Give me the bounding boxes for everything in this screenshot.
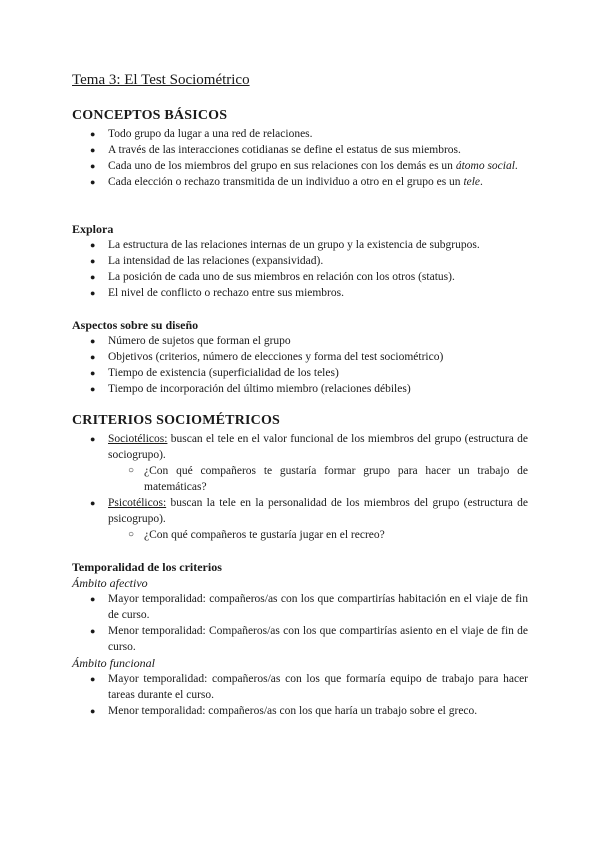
- subheading-afectivo: Ámbito afectivo: [72, 576, 148, 590]
- list-item: ● La intensidad de las relaciones (expansividad).: [90, 255, 324, 267]
- bullet-icon: ●: [90, 434, 96, 444]
- bullet-icon: ●: [90, 288, 96, 298]
- subheading-funcional: Ámbito funcional: [72, 656, 155, 670]
- bullet-icon: ●: [90, 272, 96, 282]
- bullet-icon: ●: [90, 129, 96, 139]
- list-item: ○ ¿Con qué compañeros te gustaría jugar en el recreo?: [128, 529, 385, 541]
- bullet-icon: ●: [90, 674, 96, 684]
- heading-explora: Explora: [72, 222, 114, 236]
- list-item: ● Sociotélicos: buscan el tele en el valor funcional de los miembros del grupo (estructura de sociogrupo).: [90, 433, 528, 461]
- heading-criterios: CRITERIOS SOCIOMÉTRICOS: [72, 413, 281, 428]
- list-item: ● Cada elección o rechazo transmitida de un individuo a otro en el grupo es un tele.: [90, 176, 483, 188]
- list-item: ● La estructura de las relaciones internas de un grupo y la existencia de subgrupos.: [90, 239, 480, 251]
- heading-aspectos: Aspectos sobre su diseño: [72, 318, 199, 332]
- bullet-icon: ●: [90, 498, 96, 508]
- list-item: ● Tiempo de incorporación del último miembro (relaciones débiles): [90, 383, 411, 395]
- list-funcional: [72, 671, 528, 719]
- bullet-icon: ●: [90, 256, 96, 266]
- list-item: ● El nivel de conflicto o rechazo entre sus miembros.: [90, 287, 344, 299]
- list-item: ● La posición de cada uno de sus miembros en relación con los otros (status).: [90, 271, 455, 283]
- list-conceptos: [72, 126, 528, 190]
- bullet-icon: ●: [90, 626, 96, 636]
- list-aspectos: [72, 333, 528, 397]
- list-item: ○ ¿Con qué compañeros te gustaría formar grupo para hacer un trabajo de matemáticas?: [128, 465, 528, 493]
- list-item: ● Mayor temporalidad: compañeros/as con los que formaría equipo de trabajo para hacer tareas durante el curso.: [90, 673, 528, 701]
- list-item: ● Objetivos (criterios, número de elecciones y forma del test sociométrico): [90, 351, 444, 363]
- list-item: ● Número de sujetos que forman el grupo: [90, 335, 291, 347]
- bullet-icon: ●: [90, 384, 96, 394]
- list-item: ● Mayor temporalidad: compañeros/as con los que compartirías habitación en el viaje de fin de curso.: [90, 593, 528, 621]
- list-explora: [72, 237, 528, 301]
- bullet-icon: ●: [90, 368, 96, 378]
- list-item: ● A través de las interacciones cotidianas se define el estatus de sus miembros.: [90, 144, 461, 156]
- bullet-icon: ●: [90, 177, 96, 187]
- bullet-icon: ●: [90, 706, 96, 716]
- list-item: ● Menor temporalidad: compañeros/as con los que haría un trabajo sobre el greco.: [90, 705, 478, 717]
- hollow-bullet-icon: ○: [128, 465, 135, 476]
- bullet-icon: ●: [90, 240, 96, 250]
- bullet-icon: ●: [90, 161, 96, 171]
- bullet-icon: ●: [90, 336, 96, 346]
- heading-conceptos: CONCEPTOS BÁSICOS: [72, 108, 228, 123]
- list-afectivo: [72, 591, 528, 655]
- list-item: ● Tiempo de existencia (superficialidad de los teles): [90, 367, 339, 379]
- hollow-bullet-icon: ○: [128, 529, 135, 540]
- list-item: ● Menor temporalidad: Compañeros/as con los que compartirías asiento en el viaje de fin de curso.: [90, 625, 528, 653]
- list-criterios: [72, 431, 528, 543]
- bullet-icon: ●: [90, 145, 96, 155]
- list-item: ● Todo grupo da lugar a una red de relaciones.: [90, 128, 313, 140]
- page-title: Tema 3: El Test Sociométrico: [72, 72, 250, 88]
- bullet-icon: ●: [90, 352, 96, 362]
- bullet-icon: ●: [90, 594, 96, 604]
- list-item: ● Cada uno de los miembros del grupo en sus relaciones con los demás es un átomo social.: [90, 160, 518, 172]
- list-item: ● Psicotélicos: buscan la tele en la personalidad de los miembros del grupo (estructura de psicogrupo).: [90, 497, 528, 525]
- heading-temporalidad: Temporalidad de los criterios: [72, 560, 222, 574]
